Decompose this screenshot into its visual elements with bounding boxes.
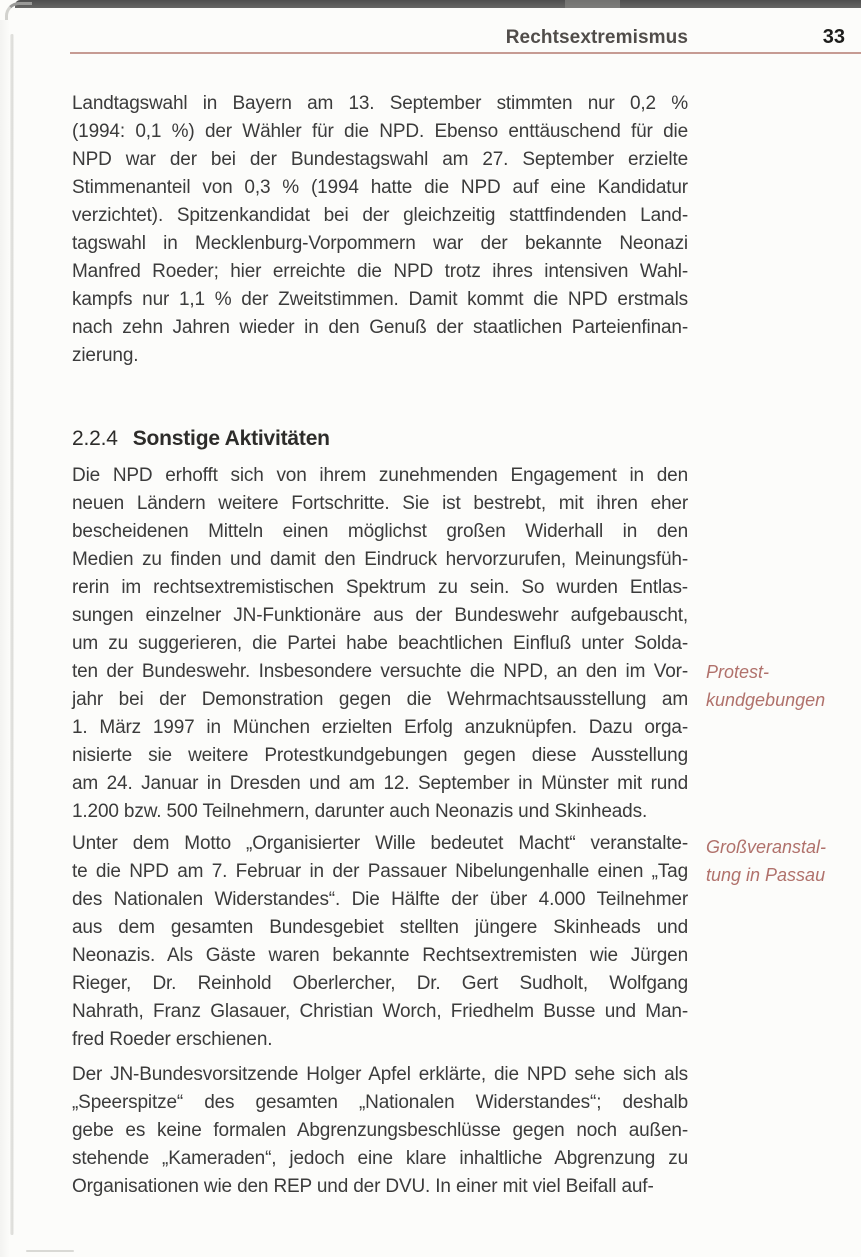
text-line: um zu suggerieren, die Partei habe beachtlichen Einfluß unter Solda- bbox=[72, 633, 688, 654]
text-line: ten der Bundeswehr. Insbesondere versuchte die NPD, an den im Vor- bbox=[72, 661, 688, 682]
text-line: bescheidenen Mitteln einen möglichst großen Widerhall in den bbox=[72, 521, 688, 542]
margin-note-grossveranstaltung bbox=[706, 833, 856, 889]
scan-top-edge-highlight bbox=[565, 0, 620, 8]
body-paragraph bbox=[72, 830, 688, 1054]
text-line: Nahrath, Franz Glasauer, Christian Worch, Friedhelm Busse und Man- bbox=[72, 1001, 688, 1022]
section-heading-title: Sonstige Aktivitäten bbox=[132, 427, 330, 450]
text-line: stehende „Kameraden“, jedoch eine klare inhaltliche Abgrenzung zu bbox=[72, 1148, 688, 1169]
text-line: rerin im rechtsextremistischen Spektrum zu sein. So wurden Entlas- bbox=[72, 577, 688, 598]
text-line: kundgebungen bbox=[706, 690, 826, 710]
scan-left-shadow bbox=[10, 34, 14, 1235]
text-line: nisierte sie weitere Protestkundgebungen gegen diese Ausstellung bbox=[72, 745, 688, 766]
body-paragraph bbox=[72, 1061, 688, 1201]
text-line: des Nationalen Widerstandes“. Die Hälfte der über 4.000 Teilnehmer bbox=[72, 889, 688, 910]
text-line: nach zehn Jahren wieder in den Genuß der staatlichen Parteienfinan- bbox=[72, 317, 688, 338]
section-heading bbox=[72, 424, 330, 454]
text-line: aus dem gesamten Bundesgebiet stellten jüngere Skinheads und bbox=[72, 917, 688, 938]
text-line: Rieger, Dr. Reinhold Oberlercher, Dr. Gert Sudholt, Wolfgang bbox=[72, 973, 688, 994]
text-line: tung in Passau bbox=[706, 865, 826, 885]
text-line: (1994: 0,1 %) der Wähler für die NPD. Ebenso enttäuschend für die bbox=[72, 121, 688, 142]
scan-bottom-shadow bbox=[26, 1250, 74, 1252]
text-line: Landtagswahl in Bayern am 13. September stimmten nur 0,2 % bbox=[72, 93, 688, 114]
text-line: verzichtet). Spitzenkandidat bei der gleichzeitig stattfindenden Land- bbox=[72, 205, 688, 226]
text-line: 1. März 1997 in München erzielten Erfolg anzuknüpfen. Dazu orga- bbox=[72, 717, 688, 738]
text-line: fred Roeder erschienen. bbox=[72, 1029, 273, 1050]
text-line: te die NPD am 7. Februar in der Passauer Nibelungenhalle einen „Tag bbox=[72, 861, 688, 882]
text-line: Protest- bbox=[706, 662, 770, 682]
text-line: Medien zu finden und damit den Eindruck hervorzurufen, Meinungsfüh- bbox=[72, 549, 688, 570]
text-line: sungen einzelner JN-Funktionäre aus der Bundeswehr aufgebauscht, bbox=[72, 605, 688, 626]
scan-top-edge bbox=[15, 0, 861, 8]
body-paragraph bbox=[72, 90, 688, 370]
text-line: Unter dem Motto „Organisierter Wille bedeutet Macht“ veranstalte- bbox=[72, 833, 688, 854]
text-line: kampfs nur 1,1 % der Zweitstimmen. Damit kommt die NPD erstmals bbox=[72, 289, 688, 310]
text-line: Stimmenanteil von 0,3 % (1994 hatte die NPD auf eine Kandidatur bbox=[72, 177, 688, 198]
text-line: neuen Ländern weitere Fortschritte. Sie ist bestrebt, mit ihren eher bbox=[72, 493, 688, 514]
text-line: tagswahl in Mecklenburg-Vorpommern war der bekannte Neonazi bbox=[72, 233, 688, 254]
text-line: NPD war der bei der Bundestagswahl am 27. September erzielte bbox=[72, 149, 688, 170]
text-line: Organisationen wie den REP und der DVU. In einer mit viel Beifall auf- bbox=[72, 1176, 654, 1197]
scan-left-halo bbox=[0, 20, 10, 1257]
running-header-title: Rechtsextremismus bbox=[505, 27, 688, 48]
body-paragraph bbox=[72, 462, 688, 826]
section-heading-number: 2.2.4 bbox=[72, 427, 118, 450]
text-line: 1.200 bzw. 500 Teilnehmern, darunter auch Neonazis und Skinheads. bbox=[72, 801, 648, 822]
text-line: Neonazis. Als Gäste waren bekannte Rechtsextremisten wie Jürgen bbox=[72, 945, 688, 966]
text-line: Die NPD erhofft sich von ihrem zunehmenden Engagement in den bbox=[72, 465, 688, 486]
text-line: „Speerspitze“ des gesamten „Nationalen Widerstandes“; deshalb bbox=[72, 1092, 688, 1113]
text-line: gebe es keine formalen Abgrenzungsbeschlüsse gegen noch außen- bbox=[72, 1120, 688, 1141]
text-line: am 24. Januar in Dresden und am 12. September in Münster mit rund bbox=[72, 773, 688, 794]
text-line: Manfred Roeder; hier erreichte die NPD trotz ihres intensiven Wahl- bbox=[72, 261, 688, 282]
header-rule bbox=[70, 52, 861, 54]
text-line: jahr bei der Demonstration gegen die Wehrmachtsausstellung am bbox=[72, 689, 688, 710]
margin-note-protestkundgebungen bbox=[706, 658, 856, 714]
text-line: Großveranstal- bbox=[706, 837, 827, 857]
page-number: 33 bbox=[822, 26, 845, 48]
text-line: zierung. bbox=[72, 345, 139, 366]
text-line: Der JN-Bundesvorsitzende Holger Apfel erklärte, die NPD sehe sich als bbox=[72, 1064, 688, 1085]
